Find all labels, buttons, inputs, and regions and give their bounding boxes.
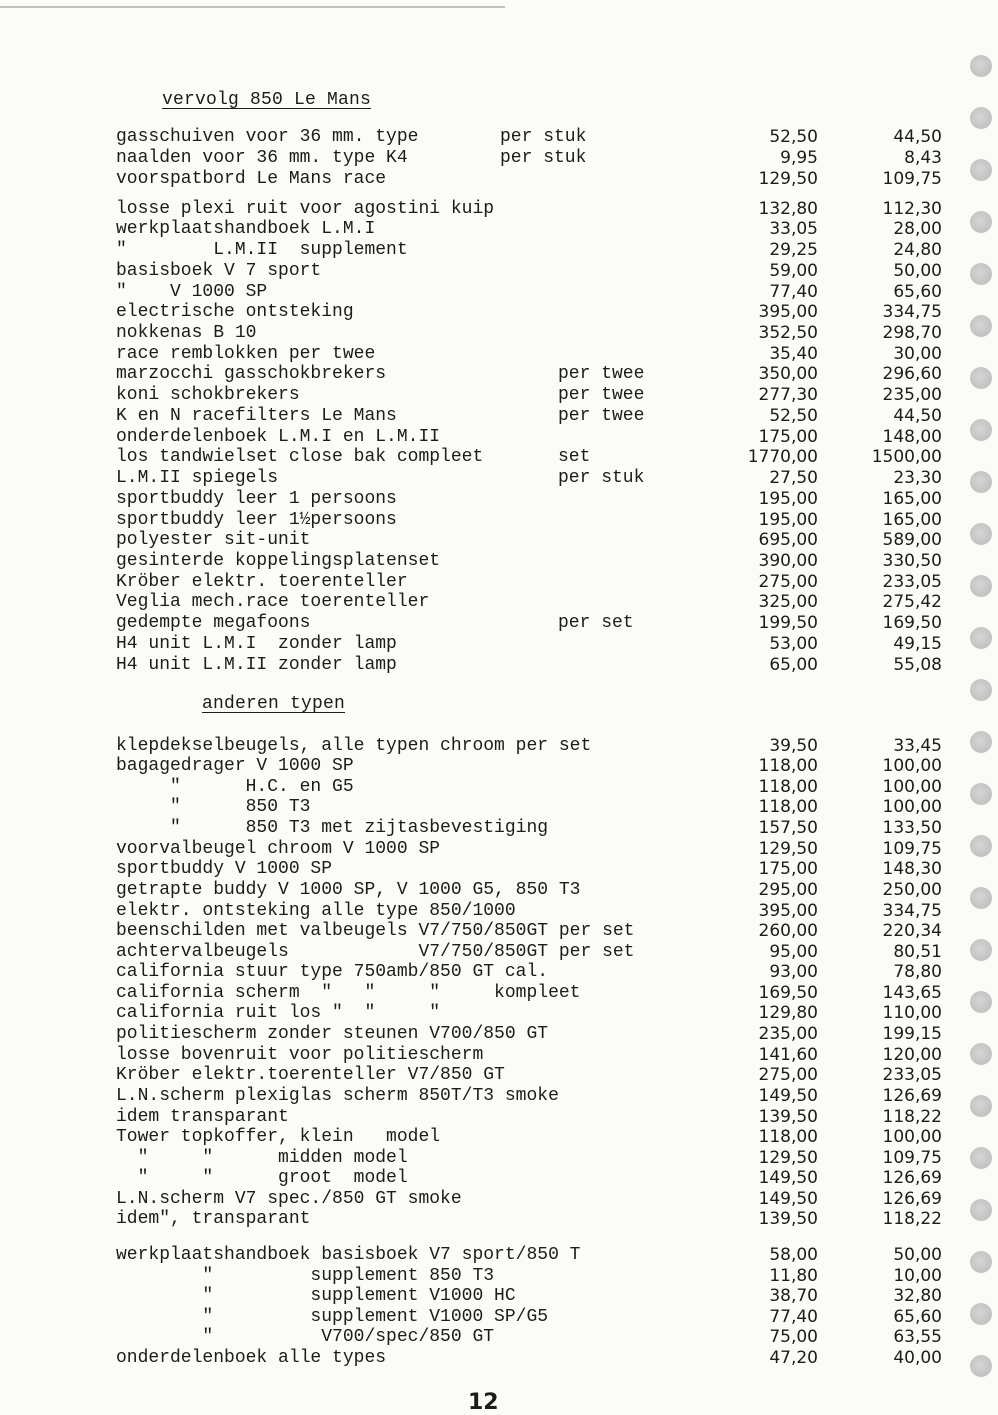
price-incl: 65,00 xyxy=(769,655,818,675)
price-row xyxy=(0,1266,960,1287)
price-incl: 129,80 xyxy=(758,1003,818,1023)
price-incl: 77,40 xyxy=(769,282,818,302)
price-incl: 139,50 xyxy=(758,1107,818,1127)
price-row xyxy=(0,1327,960,1348)
price-incl: 350,00 xyxy=(758,364,818,384)
item-description: polyester sit-unit xyxy=(116,530,311,550)
item-description: Veglia mech.race toerenteller xyxy=(116,592,430,612)
item-description: bagagedrager V 1000 SP xyxy=(116,756,354,776)
price-row xyxy=(0,634,960,655)
section-heading-other-types: anderen typen xyxy=(202,694,346,714)
item-unit: per twee xyxy=(558,364,645,384)
item-unit: per twee xyxy=(558,385,645,405)
item-description: losse bovenruit voor politiescherm xyxy=(116,1045,484,1065)
price-row xyxy=(0,797,960,818)
price-excl: 100,00 xyxy=(882,797,942,817)
page-number: 12 xyxy=(468,1390,499,1415)
price-excl: 63,55 xyxy=(893,1327,942,1347)
binder-hole xyxy=(970,1251,992,1273)
price-row xyxy=(0,572,960,593)
price-incl: 129,50 xyxy=(758,169,818,189)
item-description: onderdelenboek L.M.I en L.M.II xyxy=(116,427,441,447)
item-description: beenschilden met valbeugels V7/750/850GT per set xyxy=(116,921,635,941)
binder-hole xyxy=(970,107,992,129)
price-excl: 100,00 xyxy=(882,1127,942,1147)
price-incl: 1770,00 xyxy=(747,447,818,467)
item-description: losse plexi ruit voor agostini kuip xyxy=(116,199,495,219)
price-excl: 296,60 xyxy=(882,364,942,384)
binder-hole xyxy=(970,523,992,545)
price-row xyxy=(0,880,960,901)
price-row xyxy=(0,261,960,282)
price-excl: 23,30 xyxy=(893,468,942,488)
item-description: california scherm " " " kompleet xyxy=(116,983,581,1003)
price-incl: 199,50 xyxy=(758,613,818,633)
binder-hole xyxy=(970,315,992,337)
price-excl: 298,70 xyxy=(882,323,942,343)
price-excl: 199,15 xyxy=(882,1024,942,1044)
price-row xyxy=(0,323,960,344)
price-incl: 118,00 xyxy=(758,777,818,797)
price-incl: 59,00 xyxy=(769,261,818,281)
price-incl: 118,00 xyxy=(758,756,818,776)
price-row xyxy=(0,1065,960,1086)
item-unit: per set xyxy=(558,613,634,633)
price-excl: 126,69 xyxy=(882,1086,942,1106)
price-incl: 390,00 xyxy=(758,551,818,571)
price-incl: 325,00 xyxy=(758,592,818,612)
price-excl: 250,00 xyxy=(882,880,942,900)
item-description: Tower topkoffer, klein model xyxy=(116,1127,441,1147)
item-description: achtervalbeugels V7/750/850GT per set xyxy=(116,942,635,962)
item-description: " supplement V1000 SP/G5 xyxy=(116,1307,549,1327)
price-excl: 165,00 xyxy=(882,489,942,509)
price-row xyxy=(0,364,960,385)
price-row xyxy=(0,489,960,510)
price-incl: 169,50 xyxy=(758,983,818,1003)
binder-hole xyxy=(970,991,992,1013)
price-row xyxy=(0,1003,960,1024)
price-incl: 11,80 xyxy=(769,1266,818,1286)
price-row xyxy=(0,839,960,860)
binder-hole xyxy=(970,1147,992,1169)
price-excl: 126,69 xyxy=(882,1189,942,1209)
price-row xyxy=(0,859,960,880)
item-description: naalden voor 36 mm. type K4 xyxy=(116,148,408,168)
price-excl: 65,60 xyxy=(893,282,942,302)
price-row xyxy=(0,756,960,777)
item-description: nokkenas B 10 xyxy=(116,323,257,343)
item-description: " 850 T3 met zijtasbevestiging xyxy=(116,818,549,838)
price-incl: 129,50 xyxy=(758,1148,818,1168)
item-description: Kröber elektr. toerenteller xyxy=(116,572,408,592)
price-excl: 233,05 xyxy=(882,1065,942,1085)
price-excl: 78,80 xyxy=(893,962,942,982)
price-incl: 275,00 xyxy=(758,572,818,592)
price-row xyxy=(0,1209,960,1230)
price-excl: 100,00 xyxy=(882,777,942,797)
price-row xyxy=(0,530,960,551)
binder-hole xyxy=(970,1355,992,1377)
price-incl: 395,00 xyxy=(758,302,818,322)
item-description: gedempte megafoons xyxy=(116,613,311,633)
price-row xyxy=(0,1086,960,1107)
price-incl: 149,50 xyxy=(758,1168,818,1188)
price-excl: 109,75 xyxy=(882,839,942,859)
price-incl: 157,50 xyxy=(758,818,818,838)
binder-hole xyxy=(970,731,992,753)
price-excl: 589,00 xyxy=(882,530,942,550)
price-row xyxy=(0,1245,960,1266)
price-row xyxy=(0,613,960,634)
price-row xyxy=(0,468,960,489)
item-description: " V 1000 SP xyxy=(116,282,268,302)
item-description: Kröber elektr.toerenteller V7/850 GT xyxy=(116,1065,505,1085)
binder-hole xyxy=(970,939,992,961)
price-row xyxy=(0,818,960,839)
price-incl: 275,00 xyxy=(758,1065,818,1085)
item-description: politiescherm zonder steunen V700/850 GT xyxy=(116,1024,549,1044)
price-row xyxy=(0,1127,960,1148)
binder-hole xyxy=(970,575,992,597)
price-excl: 32,80 xyxy=(893,1286,942,1306)
price-excl: 33,45 xyxy=(893,736,942,756)
price-excl: 133,50 xyxy=(882,818,942,838)
price-excl: 334,75 xyxy=(882,302,942,322)
price-incl: 93,00 xyxy=(769,962,818,982)
item-description: sportbuddy leer 1 persoons xyxy=(116,489,397,509)
price-row xyxy=(0,1168,960,1189)
price-excl: 1500,00 xyxy=(871,447,942,467)
item-description: klepdekselbeugels, alle typen chroom per set xyxy=(116,736,592,756)
price-row xyxy=(0,302,960,323)
section-heading: vervolg 850 Le Mans xyxy=(162,90,372,110)
price-row xyxy=(0,199,960,220)
binder-hole xyxy=(970,1043,992,1065)
price-row xyxy=(0,447,960,468)
price-excl: 28,00 xyxy=(893,219,942,239)
binder-hole xyxy=(970,627,992,649)
price-row xyxy=(0,1148,960,1169)
price-excl: 65,60 xyxy=(893,1307,942,1327)
binder-hole xyxy=(970,419,992,441)
price-row xyxy=(0,921,960,942)
price-row xyxy=(0,282,960,303)
price-incl: 295,00 xyxy=(758,880,818,900)
binder-hole xyxy=(970,471,992,493)
price-excl: 49,15 xyxy=(893,634,942,654)
price-incl: 149,50 xyxy=(758,1086,818,1106)
price-incl: 139,50 xyxy=(758,1209,818,1229)
price-incl: 149,50 xyxy=(758,1189,818,1209)
item-description: K en N racefilters Le Mans xyxy=(116,406,397,426)
price-excl: 334,75 xyxy=(882,901,942,921)
price-excl: 169,50 xyxy=(882,613,942,633)
price-row xyxy=(0,1024,960,1045)
binder-holes xyxy=(966,55,996,1405)
item-description: elektr. ontsteking alle type 850/1000 xyxy=(116,901,516,921)
price-incl: 141,60 xyxy=(758,1045,818,1065)
price-excl: 44,50 xyxy=(893,406,942,426)
price-row xyxy=(0,240,960,261)
price-row xyxy=(0,1348,960,1369)
price-row xyxy=(0,219,960,240)
binder-hole xyxy=(970,835,992,857)
price-row xyxy=(0,148,960,169)
price-row xyxy=(0,1045,960,1066)
price-excl: 118,22 xyxy=(882,1107,942,1127)
price-excl: 220,34 xyxy=(882,921,942,941)
price-incl: 39,50 xyxy=(769,736,818,756)
price-incl: 58,00 xyxy=(769,1245,818,1265)
price-excl: 235,00 xyxy=(882,385,942,405)
price-excl: 126,69 xyxy=(882,1168,942,1188)
price-incl: 235,00 xyxy=(758,1024,818,1044)
item-description: onderdelenboek alle types xyxy=(116,1348,387,1368)
item-description: werkplaatshandboek basisboek V7 sport/850 T xyxy=(116,1245,581,1265)
price-row xyxy=(0,551,960,572)
price-excl: 10,00 xyxy=(893,1266,942,1286)
price-row xyxy=(0,406,960,427)
price-incl: 33,05 xyxy=(769,219,818,239)
price-incl: 47,20 xyxy=(769,1348,818,1368)
price-row xyxy=(0,901,960,922)
item-description: getrapte buddy V 1000 SP, V 1000 G5, 850 T3 xyxy=(116,880,581,900)
price-row xyxy=(0,169,960,190)
price-excl: 330,50 xyxy=(882,551,942,571)
price-row xyxy=(0,592,960,613)
price-incl: 52,50 xyxy=(769,406,818,426)
item-unit: per twee xyxy=(558,406,645,426)
item-unit: per stuk xyxy=(500,127,587,147)
price-excl: 118,22 xyxy=(882,1209,942,1229)
item-description: " H.C. en G5 xyxy=(116,777,354,797)
price-excl: 112,30 xyxy=(882,199,942,219)
price-row xyxy=(0,1307,960,1328)
price-row xyxy=(0,736,960,757)
item-description: werkplaatshandboek L.M.I xyxy=(116,219,376,239)
price-row xyxy=(0,777,960,798)
item-description: idem transparant xyxy=(116,1107,289,1127)
price-row xyxy=(0,655,960,676)
price-excl: 148,00 xyxy=(882,427,942,447)
price-row xyxy=(0,510,960,531)
price-excl: 50,00 xyxy=(893,261,942,281)
price-incl: 38,70 xyxy=(769,1286,818,1306)
item-unit: set xyxy=(558,447,591,467)
price-excl: 8,43 xyxy=(904,148,942,168)
item-description: california ruit los " " " xyxy=(116,1003,441,1023)
item-description: " " midden model xyxy=(116,1148,408,1168)
binder-hole xyxy=(970,263,992,285)
price-incl: 118,00 xyxy=(758,797,818,817)
binder-hole xyxy=(970,679,992,701)
price-incl: 95,00 xyxy=(769,942,818,962)
item-description: los tandwielset close bak compleet xyxy=(116,447,484,467)
item-description: idem", transparant xyxy=(116,1209,311,1229)
price-incl: 75,00 xyxy=(769,1327,818,1347)
price-excl: 120,00 xyxy=(882,1045,942,1065)
item-description: voorspatbord Le Mans race xyxy=(116,169,387,189)
item-description: L.M.II spiegels xyxy=(116,468,279,488)
price-row xyxy=(0,1286,960,1307)
price-excl: 275,42 xyxy=(882,592,942,612)
binder-hole xyxy=(970,1199,992,1221)
price-incl: 132,80 xyxy=(758,199,818,219)
price-incl: 352,50 xyxy=(758,323,818,343)
item-description: marzocchi gasschokbrekers xyxy=(116,364,387,384)
binder-hole xyxy=(970,367,992,389)
price-row xyxy=(0,385,960,406)
binder-hole xyxy=(970,55,992,77)
price-excl: 40,00 xyxy=(893,1348,942,1368)
item-unit: per stuk xyxy=(558,468,645,488)
price-row xyxy=(0,962,960,983)
price-row xyxy=(0,942,960,963)
price-excl: 44,50 xyxy=(893,127,942,147)
price-incl: 27,50 xyxy=(769,468,818,488)
price-excl: 55,08 xyxy=(893,655,942,675)
binder-hole xyxy=(970,211,992,233)
binder-hole xyxy=(970,1095,992,1117)
price-incl: 175,00 xyxy=(758,427,818,447)
price-incl: 129,50 xyxy=(758,839,818,859)
price-row xyxy=(0,1189,960,1210)
price-incl: 195,00 xyxy=(758,489,818,509)
price-excl: 233,05 xyxy=(882,572,942,592)
item-description: sportbuddy leer 1½persoons xyxy=(116,510,397,530)
price-row xyxy=(0,344,960,365)
price-incl: 9,95 xyxy=(780,148,818,168)
price-row xyxy=(0,983,960,1004)
price-row xyxy=(0,1107,960,1128)
binder-hole xyxy=(970,887,992,909)
price-excl: 30,00 xyxy=(893,344,942,364)
item-description: H4 unit L.M.I zonder lamp xyxy=(116,634,397,654)
item-description: gesinterde koppelingsplatenset xyxy=(116,551,441,571)
price-incl: 277,30 xyxy=(758,385,818,405)
price-excl: 109,75 xyxy=(882,1148,942,1168)
item-description: H4 unit L.M.II zonder lamp xyxy=(116,655,397,675)
price-excl: 148,30 xyxy=(882,859,942,879)
price-incl: 118,00 xyxy=(758,1127,818,1147)
price-incl: 260,00 xyxy=(758,921,818,941)
item-description: race remblokken per twee xyxy=(116,344,376,364)
item-unit: per stuk xyxy=(500,148,587,168)
item-description: sportbuddy V 1000 SP xyxy=(116,859,333,879)
price-incl: 29,25 xyxy=(769,240,818,260)
price-excl: 165,00 xyxy=(882,510,942,530)
price-excl: 109,75 xyxy=(882,169,942,189)
price-excl: 50,00 xyxy=(893,1245,942,1265)
binder-hole xyxy=(970,783,992,805)
price-excl: 100,00 xyxy=(882,756,942,776)
price-row xyxy=(0,127,960,148)
item-description: " " groot model xyxy=(116,1168,408,1188)
binder-hole xyxy=(970,159,992,181)
item-description: electrische ontsteking xyxy=(116,302,354,322)
item-description: koni schokbrekers xyxy=(116,385,300,405)
item-description: " supplement V1000 HC xyxy=(116,1286,516,1306)
item-description: basisboek V 7 sport xyxy=(116,261,322,281)
item-description: " L.M.II supplement xyxy=(116,240,408,260)
price-incl: 395,00 xyxy=(758,901,818,921)
price-incl: 53,00 xyxy=(769,634,818,654)
price-excl: 80,51 xyxy=(893,942,942,962)
item-description: L.N.scherm plexiglas scherm 850T/T3 smoke xyxy=(116,1086,559,1106)
binder-hole xyxy=(970,1303,992,1325)
item-description: voorvalbeugel chroom V 1000 SP xyxy=(116,839,441,859)
item-description: " V700/spec/850 GT xyxy=(116,1327,495,1347)
price-excl: 24,80 xyxy=(893,240,942,260)
price-incl: 52,50 xyxy=(769,127,818,147)
item-description: gasschuiven voor 36 mm. type xyxy=(116,127,419,147)
price-excl: 143,65 xyxy=(882,983,942,1003)
item-description: " supplement 850 T3 xyxy=(116,1266,495,1286)
item-description: california stuur type 750amb/850 GT cal. xyxy=(116,962,549,982)
price-excl: 110,00 xyxy=(882,1003,942,1023)
item-description: L.N.scherm V7 spec./850 GT smoke xyxy=(116,1189,462,1209)
price-incl: 77,40 xyxy=(769,1307,818,1327)
item-description: " 850 T3 xyxy=(116,797,311,817)
price-incl: 175,00 xyxy=(758,859,818,879)
price-incl: 35,40 xyxy=(769,344,818,364)
price-incl: 695,00 xyxy=(758,530,818,550)
price-incl: 195,00 xyxy=(758,510,818,530)
price-row xyxy=(0,427,960,448)
top-edge-line xyxy=(0,6,505,8)
